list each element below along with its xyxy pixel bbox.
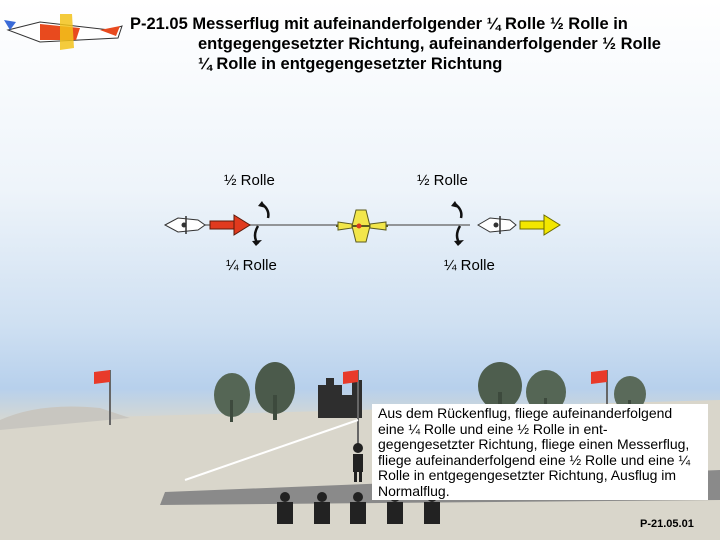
label-half-roll-right: ½ Rolle (417, 172, 468, 189)
description-box: Aus dem Rückenflug, fliege aufeinanderfolgend eine ¼ Rolle und eine ½ Rolle in ent-gegengesetzter Richtung, fliege einen Messerflug, fliege aufeinanderfolgend eine ½ Rolle und eine ¼ Rolle in entgegengesetzter Richtung, Ausflug im Normalflug. (372, 404, 708, 500)
entry-arrow (210, 215, 250, 235)
page-title (130, 14, 715, 74)
roll-arrowhead-left-top (258, 201, 266, 208)
exit-arrow (520, 215, 560, 235)
label-quarter-roll-right: ¼ Rolle (444, 257, 495, 274)
castle-ruin (318, 378, 362, 418)
roll-symbol-right (455, 204, 461, 244)
roll-arrowhead-left-bottom (252, 240, 262, 246)
exit-plane-icon (478, 216, 516, 234)
knife-edge-plane-icon (336, 210, 388, 242)
title-line-2: entgegengesetzter Richtung, aufeinanderfolgender ½ Rolle (198, 35, 661, 53)
page-footer-code: P-21.05.01 (640, 518, 694, 530)
title-line-1: P-21.05 Messerflug mit aufeinanderfolgender ¼ Rolle ½ Rolle in (130, 15, 628, 33)
label-quarter-roll-left: ¼ Rolle (226, 257, 277, 274)
airplane-logo (4, 14, 122, 50)
roll-arrowhead-right-top (451, 201, 459, 208)
roll-symbol-left (255, 204, 268, 244)
label-half-roll-left: ½ Rolle (224, 172, 275, 189)
roll-arrowhead-right-bottom (454, 240, 464, 246)
title-line-3: ¼ Rolle in entgegengesetzter Richtung (198, 55, 503, 73)
entry-plane-icon (165, 216, 205, 234)
